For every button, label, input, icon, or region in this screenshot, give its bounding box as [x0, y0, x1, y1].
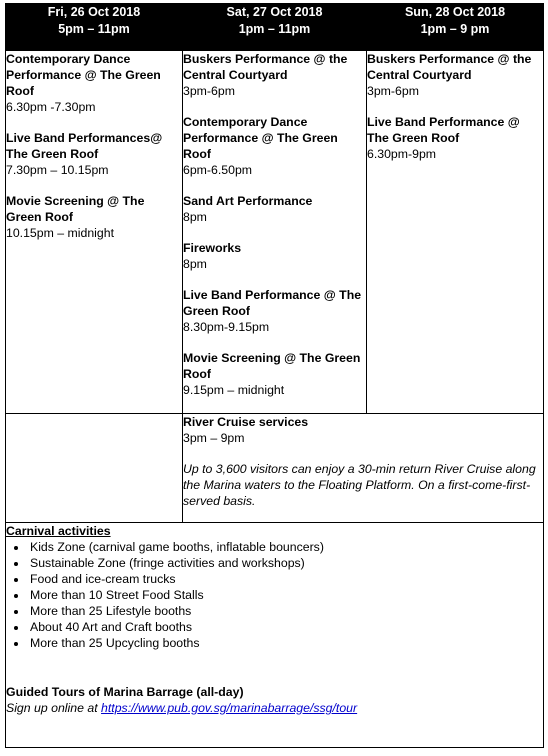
event-time: 10.15pm – midnight [6, 226, 115, 240]
tours-signup [6, 700, 543, 716]
carnival-item: • Food and ice-cream trucks [28, 571, 543, 587]
event-time: 6pm-6.50pm [183, 163, 253, 177]
event-item [183, 240, 366, 272]
cruise-title: River Cruise services [183, 415, 309, 429]
event-time: 8pm [183, 257, 207, 271]
day-hours: 5pm – 11pm [58, 22, 130, 36]
cruise-cell [183, 414, 544, 523]
tours-title: Guided Tours of Marina Barrage (all-day) [6, 685, 244, 699]
event-item [6, 51, 182, 115]
carnival-list [6, 539, 543, 651]
event-title: Sand Art Performance [183, 194, 313, 208]
event-item [6, 193, 182, 241]
event-item [367, 51, 543, 99]
event-item [183, 287, 366, 335]
event-item [6, 130, 182, 178]
event-time: 9.15pm – midnight [183, 383, 285, 397]
event-title: Buskers Performance @ the Central Courtyard [183, 52, 348, 82]
event-title: Live Band Performance @ The Green Roof [367, 115, 520, 145]
schedule-table [5, 3, 544, 748]
event-time: 3pm-6pm [367, 84, 419, 98]
activities-cell [6, 523, 544, 748]
carnival-item: • Kids Zone (carnival game booths, inflatable bouncers) [28, 539, 543, 555]
day-header-sun [367, 4, 544, 51]
sat-events-cell [183, 51, 367, 414]
event-item [183, 114, 366, 178]
carnival-item: • More than 10 Street Food Stalls [28, 587, 543, 603]
tours-link[interactable]: https://www.pub.gov.sg/marinabarrage/ssg/tour [101, 701, 358, 715]
events-row [6, 51, 544, 414]
carnival-item: • About 40 Art and Craft booths [28, 619, 543, 635]
event-item [183, 193, 366, 225]
cruise-row [6, 414, 544, 523]
day-header-fri [6, 4, 183, 51]
fri-events-cell [6, 51, 183, 414]
cruise-note: Up to 3,600 visitors can enjoy a 30-min return River Cruise along the Marina waters to the Floating Platform. On a first-come-first-served basis. [183, 462, 536, 508]
event-time: 3pm-6pm [183, 84, 235, 98]
day-date: Sat, 27 Oct 2018 [226, 5, 323, 19]
event-item [183, 350, 366, 398]
day-hours: 1pm – 9 pm [420, 22, 490, 36]
event-title: Contemporary Dance Performance @ The Green Roof [183, 115, 338, 161]
carnival-item: • More than 25 Lifestyle booths [28, 603, 543, 619]
header-row [6, 4, 544, 51]
event-time: 7.30pm – 10.15pm [6, 163, 109, 177]
event-title: Movie Screening @ The Green Roof [183, 351, 361, 381]
event-title: Live Band Performance @ The Green Roof [183, 288, 362, 318]
event-title: Buskers Performance @ the Central Courtyard [367, 52, 532, 82]
event-title: Fireworks [183, 241, 242, 255]
tours-prefix: Sign up online at [6, 701, 102, 715]
activities-row [6, 523, 544, 748]
day-hours: 1pm – 11pm [238, 22, 311, 36]
event-title: Live Band Performances@ The Green Roof [6, 131, 163, 161]
event-item [367, 114, 543, 162]
event-time: 8pm [183, 210, 207, 224]
cruise-time: 3pm – 9pm [183, 431, 245, 445]
day-date: Fri, 26 Oct 2018 [47, 5, 141, 19]
event-title: Movie Screening @ The Green Roof [6, 194, 145, 224]
event-time: 8.30pm-9.15pm [183, 320, 270, 334]
sun-events-cell [367, 51, 544, 414]
event-time: 6.30pm-9pm [367, 147, 437, 161]
event-time: 6.30pm -7.30pm [6, 100, 96, 114]
day-date: Sun, 28 Oct 2018 [404, 5, 506, 19]
empty-cell [6, 414, 183, 523]
event-title: Contemporary Dance Performance @ The Green Roof [6, 52, 161, 98]
carnival-title: Carnival activities [6, 524, 111, 538]
carnival-item: • More than 25 Upcycling booths [28, 635, 543, 651]
carnival-item: • Sustainable Zone (fringe activities and workshops) [28, 555, 543, 571]
event-item [183, 51, 366, 99]
day-header-sat [183, 4, 367, 51]
